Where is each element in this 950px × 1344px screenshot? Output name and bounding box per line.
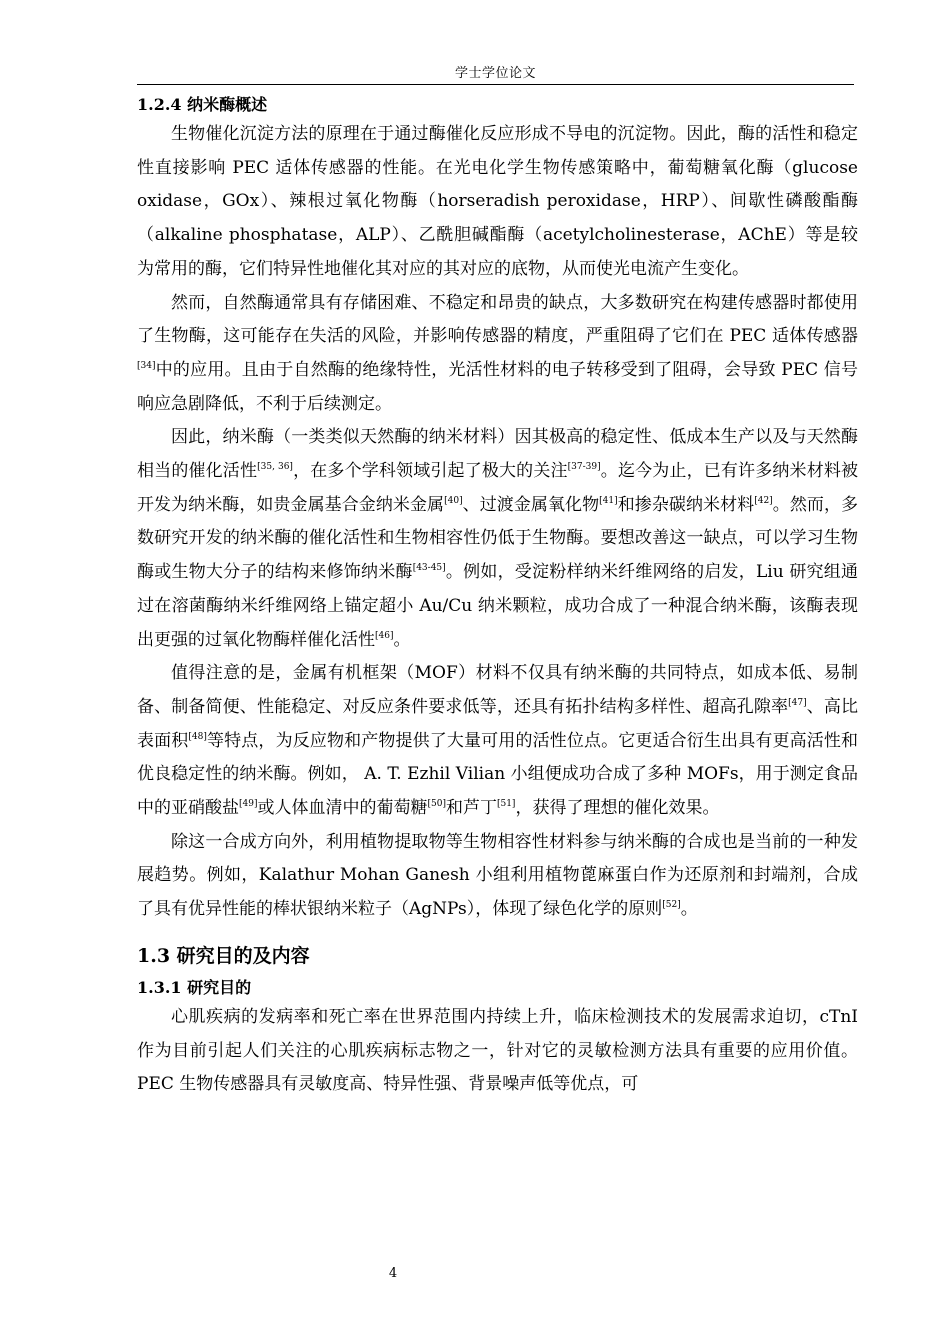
citation: [47] xyxy=(788,697,807,708)
citation: [42] xyxy=(754,495,773,506)
citation: [41] xyxy=(599,495,618,506)
text-run: 除这一合成方向外，利用植物提取物等生物相容性材料参与纳米酶的合成也是当前的一种发展趋势。例如，Kalathur Mohan Ganesh 小组利用植物蓖麻蛋白作为还原剂和封端剂，合成了具有优异性能的棒状银纳米粒子（AgNPs），体现了绿色化学的原则 xyxy=(137,831,858,920)
paragraph xyxy=(137,287,858,422)
citation: [37-39] xyxy=(567,462,601,473)
text-run: 。迄今为止，已有许多纳米材料被开发为纳米酶，如贵金属基合金纳米金属 xyxy=(137,461,859,515)
text-run: 和芦丁 xyxy=(445,798,497,819)
paragraph xyxy=(137,421,858,657)
page-body xyxy=(137,92,858,1102)
citation: [34] xyxy=(137,360,156,371)
text-run: 中的应用。且由于自然酶的绝缘特性，光活性材料的电子转移受到了阻碍，会导致 PEC 信号响应急剧降低，不利于后续测定。 xyxy=(137,359,858,414)
text-run: 值得注意的是，金属有机框架（MOF）材料不仅具有纳米酶的共同特点，如成本低、易制备、制备简便、性能稳定、对反应条件要求低等，还具有拓扑结构多样性、超高孔隙率 xyxy=(137,663,858,717)
page-number: 4 xyxy=(388,1266,398,1281)
text-run: 、高比表面积 xyxy=(137,696,859,751)
text-run: 等特点，为反应物和产物提供了大量可用的活性位点。它更适合衍生出具有更高活性和优良稳定性的纳米酶。例如， A. T. Ezhil Vilian 小组便成功合成了多种 MOFs，用于测定食品中的亚硝酸盐 xyxy=(137,730,859,819)
citation: [40] xyxy=(444,495,463,506)
citation: [52] xyxy=(662,900,681,911)
header-rule xyxy=(137,84,854,85)
paragraph xyxy=(137,657,858,826)
text-run: 、过渡金属氧化物 xyxy=(462,494,600,515)
text-run: 。然而，多数研究开发的纳米酶的催化活性和生物相容性仍低于生物酶。要想改善这一缺点，可以学习生物酶或生物大分子的结构来修饰纳米酶 xyxy=(137,494,859,583)
text-run: 。 xyxy=(680,899,698,920)
text-run: 或人体血清中的葡萄糖 xyxy=(257,798,428,819)
citation: [46] xyxy=(375,630,394,641)
paragraph: 心肌疾病的发病率和死亡率在世界范围内持续上升，临床检测技术的发展需求迫切，cTnI 作为目前引起人们关注的心肌疾病标志物之一，针对它的灵敏检测方法具有重要的应用价值。PEC 生物传感器具有灵敏度高、特异性强、背景噪声低等优点，可 xyxy=(137,1006,858,1095)
text-run: 因此，纳米酶（一类类似天然酶的纳米材料）因其极高的稳定性、低成本生产以及与天然酶相当的催化活性 xyxy=(137,427,858,482)
running-header: 学士学位论文 xyxy=(454,66,536,81)
text-run: ，在多个学科领域引起了极大的关注 xyxy=(292,461,568,482)
section-heading-1-3: 1.3 研究目的及内容 xyxy=(137,944,310,967)
section-heading-1-3-1: 1.3.1 研究目的 xyxy=(137,977,252,997)
paragraph xyxy=(137,826,858,927)
text-run: 然而，自然酶通常具有存储困难、不稳定和昂贵的缺点，大多数研究在构建传感器时都使用了生物酶，这可能存在失活的风险，并影响传感器的精度，严重阻碍了它们在 PEC 适体传感器 xyxy=(137,292,858,347)
citation: [43-45] xyxy=(412,563,446,574)
citation: [49] xyxy=(239,799,258,810)
text-run: 。例如，受淀粉样纳米纤维网络的启发，Liu 研究组通过在溶菌酶纳米纤维网络上锚定超小 Au/Cu 纳米颗粒，成功合成了一种混合纳米酶，该酶表现出更强的过氧化物酶样催化活性 xyxy=(137,562,859,650)
citation: [48] xyxy=(188,731,207,742)
section-heading-1-2-4: 1.2.4 纳米酶概述 xyxy=(137,95,268,114)
text-run: 和掺杂碳纳米材料 xyxy=(617,494,755,515)
citation: [51] xyxy=(496,799,516,810)
citation: [35, 36] xyxy=(257,462,293,473)
citation: [50] xyxy=(427,799,446,810)
text-run: 。 xyxy=(393,629,411,650)
paragraph: 生物催化沉淀方法的原理在于通过酶催化反应形成不导电的沉淀物。因此，酶的活性和稳定性直接影响 PEC 适体传感器的性能。在光电化学生物传感策略中，葡萄糖氧化酶（glucose oxidase，GOx）、辣根过氧化物酶（horseradish peroxidase，HRP）、间歇性磷酸酯酶（alkaline phosphatase，ALP）、乙酰胆碱酯酶（acetylcholinesterase，AChE）等是较为常用的酶，它们特异性地催化其对应的其对应的底物，从而使光电流产生变化。 xyxy=(137,124,858,279)
text-run: ，获得了理想的催化效果。 xyxy=(515,798,720,819)
